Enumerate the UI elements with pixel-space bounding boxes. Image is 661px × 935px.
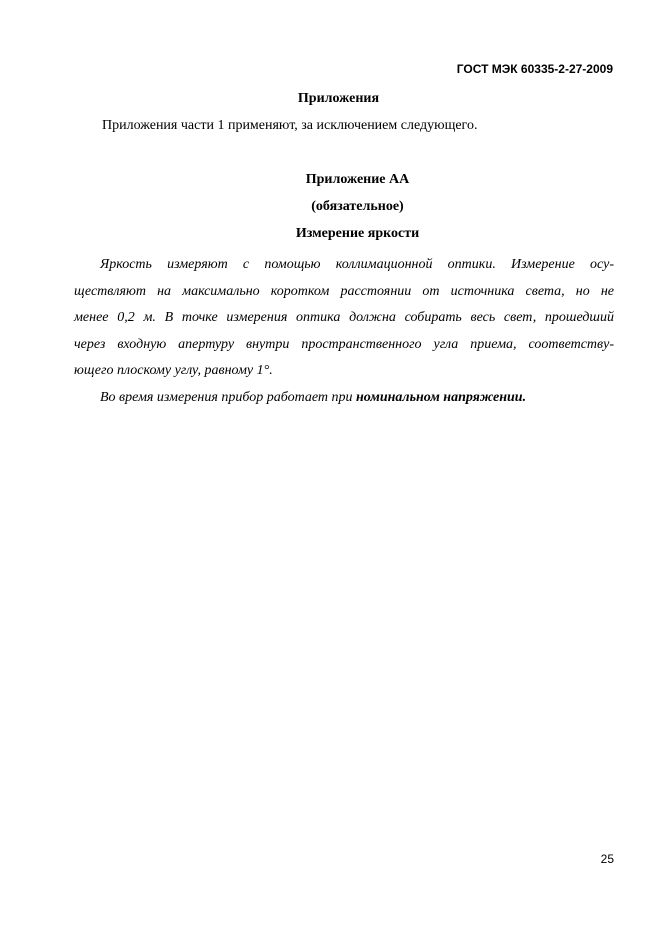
rated-voltage-emphasis: номинальном напряжении. bbox=[356, 389, 527, 405]
measurement-condition-text: Во время измерения прибор работает при bbox=[100, 389, 356, 405]
section-intro-text: Приложения части 1 применяют, за исключением следующего. bbox=[102, 118, 478, 133]
annex-status: (обязательное) bbox=[311, 199, 404, 214]
annex-subject: Измерение яркости bbox=[295, 226, 420, 241]
page-number: 25 bbox=[600, 852, 614, 866]
paragraph-line: ющего плоскому углу, равному 1°. bbox=[74, 363, 273, 378]
measurement-condition-paragraph bbox=[74, 385, 614, 412]
document-standard-id: ГОСТ МЭК 60335-2-27-2009 bbox=[456, 62, 613, 76]
paragraph-line: Яркость измеряют с помощью коллимационной оптики. Измерение осу- bbox=[100, 257, 614, 272]
annex-title: Приложение АА bbox=[305, 172, 410, 187]
paragraph-line: менее 0,2 м. В точке измерения оптика должна собирать весь свет, прошедший bbox=[74, 310, 614, 325]
annex-body bbox=[74, 252, 614, 411]
paragraph-line: через входную апертуру внутри пространственного угла приема, соответству- bbox=[74, 336, 614, 352]
section-title: Приложения bbox=[297, 91, 380, 106]
paragraph-line: ществляют на максимально коротком расстоянии от источника света, но не bbox=[74, 283, 614, 299]
